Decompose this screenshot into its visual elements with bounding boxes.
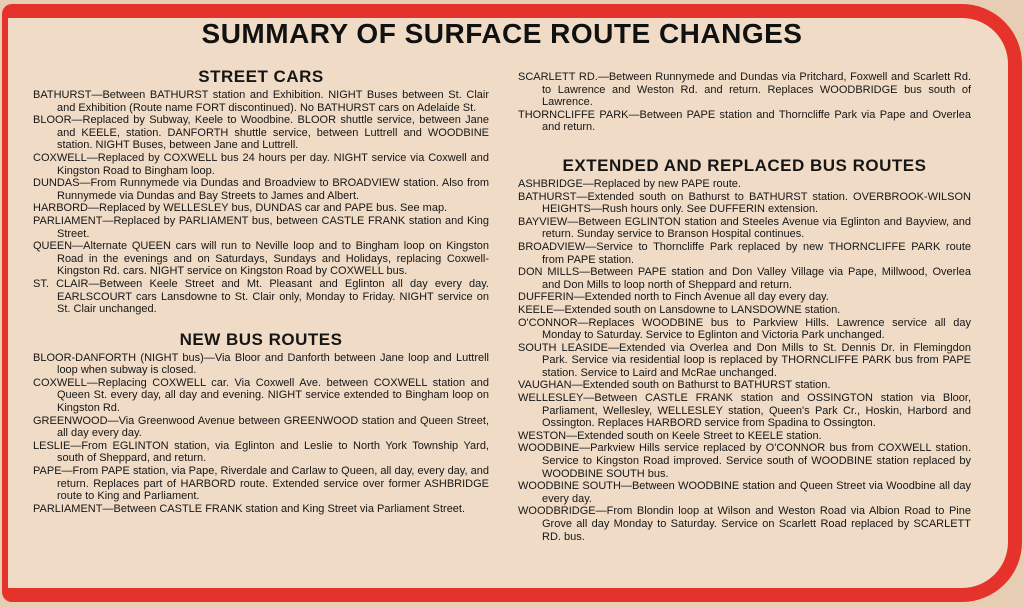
route-text: Via Greenwood Avenue between GREENWOOD station and Queen Street, all day every day. xyxy=(57,414,489,440)
list-item: ST. CLAIR—Between Keele Street and Mt. Pleasant and Eglinton all day every day. EARLSCOURT cars Lansdowne to St. Clair only, Monday to Friday. NIGHT service on St. Clair unchanged. xyxy=(33,277,489,316)
route-name: WOODBINE SOUTH xyxy=(518,480,621,493)
new-bus-routes-list-continued xyxy=(518,71,971,134)
route-name: WELLESLEY xyxy=(518,392,584,405)
extended-routes-heading: EXTENDED AND REPLACED BUS ROUTES xyxy=(562,155,927,175)
extended-routes-list xyxy=(518,178,971,543)
route-name: BLOOR-DANFORTH (NIGHT bus) xyxy=(33,351,204,364)
route-name: O'CONNOR xyxy=(518,316,578,329)
route-name: PAPE xyxy=(33,465,62,478)
list-item: HARBORD—Replaced by WELLESLEY bus, DUNDAS car and PAPE bus. See map. xyxy=(33,202,448,215)
route-name: THORNCLIFFE PARK xyxy=(518,108,629,121)
route-text: Replaced by PARLIAMENT bus, between CASTLE FRANK station and King Street. xyxy=(57,214,489,240)
route-text: Extended via Overlea and Don Mills to St. Dennis Dr. in Flemingdon Park. Service via residential loop is replaced by THORNCLIFFE PARK bus from PAPE station. Service to Laird and McRae unchanged. xyxy=(542,341,971,379)
route-name: QUEEN xyxy=(33,240,73,253)
route-name: WOODBRIDGE xyxy=(518,505,596,518)
route-name: PARLIAMENT xyxy=(33,214,103,227)
route-text: Between Keele Street and Mt. Pleasant and Eglinton all day every day. EARLSCOURT cars Lansdowne to St. Clair only, Monday to Friday. NIGHT service on St. Clair unchanged. xyxy=(57,277,489,316)
list-item: PARLIAMENT—Between CASTLE FRANK station and King Street via Parliament Street. xyxy=(33,502,466,515)
route-name: BAYVIEW xyxy=(518,215,568,228)
route-text: From PAPE station, via Pape, Riverdale and Carlaw to Queen, all day, every day, and return. Replaces part of HARBORD route. Extended service over former ASHBRIDGE route to King and Parliament. xyxy=(57,465,489,503)
list-item: BLOOR—Replaced by Subway, Keele to Woodbine. BLOOR shuttle service, between Jane and KEELE, station. DANFORTH shuttle service, between Luttrell and WOODBINE station. NIGHT Buses, between Jane and Luttrell. xyxy=(33,114,489,152)
route-name: PARLIAMENT xyxy=(33,502,103,515)
list-item: PARLIAMENT—Replaced by PARLIAMENT bus, between CASTLE FRANK station and King Street. xyxy=(33,214,489,240)
list-item: KEELE—Extended south on Lansdowne to LANSDOWNE station. xyxy=(518,303,841,316)
route-name: SOUTH LEASIDE xyxy=(518,341,609,354)
route-text: Extended south on Keele Street to KEELE station. xyxy=(577,429,822,442)
route-name: ASHBRIDGE xyxy=(518,177,583,190)
route-name: KEELE xyxy=(518,303,554,316)
new-bus-routes-list xyxy=(33,352,489,516)
route-name: ST. CLAIR xyxy=(33,277,89,290)
list-item: WOODBRIDGE—From Blondin loop at Wilson and Weston Road via Albion Road to Pine Grove all day Monday to Saturday. Service on Scarlett Road replaced by SCARLETT RD. bus. xyxy=(518,505,971,543)
list-item: PAPE—From PAPE station, via Pape, Riverdale and Carlaw to Queen, all day, every day, and return. Replaces part of HARBORD route. Extended service over former ASHBRIDGE route to King and Parliament. xyxy=(33,465,489,503)
route-name: BATHURST xyxy=(33,89,92,101)
route-text: Replaced by Subway, Keele to Woodbine. BLOOR shuttle service, between Jane and KEELE, station. DANFORTH shuttle service, between Luttrell and WOODBINE station. NIGHT Buses, between Jane and Luttrell. xyxy=(57,114,489,152)
list-item: DUFFERIN—Extended north to Finch Avenue all day every day. xyxy=(518,291,829,304)
route-name: DON MILLS xyxy=(518,266,580,279)
list-item: LESLIE—From EGLINTON station, via Eglinton and Leslie to North York Township Yard, south of Sheppard, and return. xyxy=(33,439,489,465)
list-item: WESTON—Extended south on Keele Street to KEELE station. xyxy=(518,429,822,442)
route-text: From Runnymede via Dundas and Broadview to BROADVIEW station. Also from Runnymede via Dundas and Bay Streets to James and Albert. xyxy=(57,177,489,202)
list-item: BATHURST—Extended south on Bathurst to BATHURST station. OVERBROOK-WILSON HEIGHTS—Rush hours only. See DUFFERIN extension. xyxy=(518,190,971,216)
list-item: VAUGHAN—Extended south on Bathurst to BATHURST station. xyxy=(518,379,831,392)
list-item: WOODBINE—Parkview Hills service replaced by O'CONNOR bus from COXWELL station. Service to Kingston Road improved. Service south of WOODBINE station replaced by WOODBINE SOUTH bus. xyxy=(518,442,971,480)
left-column xyxy=(33,67,489,515)
list-item: WELLESLEY—Between CASTLE FRANK station and OSSINGTON station via Bloor, Parliament, Wellesley, WELLESLEY station, Queen's Park Cr., Hoskin, Harbord and Ossington. Replaces HARBORD service from Spadina to Ossington. xyxy=(518,392,971,430)
list-item: COXWELL—Replacing COXWELL car. Via Coxwell Ave. between COXWELL station and Queen St. every day, all day and evening. NIGHT service extended to Bingham loop on Kingston Rd. xyxy=(33,376,489,415)
route-name: BLOOR xyxy=(33,114,72,127)
list-item: DON MILLS—Between PAPE station and Don Valley Village via Pape, Millwood, Overlea and Don Mills to loop north of Sheppard and return. xyxy=(518,266,972,291)
list-item: O'CONNOR—Replaces WOODBINE bus to Parkview Hills. Lawrence service all day Monday to Saturday. Service to Eglinton and Victoria Park unchanged. xyxy=(518,316,971,342)
route-text: Alternate QUEEN cars will run to Neville loop and to Bingham loop on Kingston Road in the evenings and on Saturdays, Sundays and Holidays, replacing Coxwell-Kingston Rd. cars. NIGHT service on Kingston Road by COXWELL bus. xyxy=(57,240,489,278)
street-cars-heading: STREET CARS xyxy=(198,67,324,86)
route-name: GREENWOOD xyxy=(33,414,108,427)
list-item: WOODBINE SOUTH—Between WOODBINE station and Queen Street via Woodbine all day every day. xyxy=(518,480,971,505)
route-name: DUFFERIN xyxy=(518,291,574,304)
route-name: SCARLETT RD. xyxy=(518,71,598,83)
new-bus-routes-heading: NEW BUS ROUTES xyxy=(179,329,343,349)
route-text: From Blondin loop at Wilson and Weston Road via Albion Road to Pine Grove all day Monday to Saturday. Service on Scarlett Road replaced by SCARLETT RD. bus. xyxy=(542,505,971,543)
section-gap xyxy=(518,134,971,156)
route-text: From EGLINTON station, via Eglinton and Leslie to North York Township Yard, south of Sheppard, and return. xyxy=(57,439,489,465)
street-cars-list xyxy=(33,89,489,316)
route-text: Between PAPE station and Thorncliffe Park via Pape and Overlea and return. xyxy=(542,108,971,134)
route-text: Extended south on Bathurst to BATHURST station. OVERBROOK-WILSON HEIGHTS—Rush hours only. See DUFFERIN extension. xyxy=(542,190,971,216)
route-name: WESTON xyxy=(518,429,567,442)
route-text: Service to Thorncliffe Park replaced by new THORNCLIFFE PARK route from PAPE station. xyxy=(542,240,971,266)
right-column xyxy=(518,71,971,543)
list-item: COXWELL—Replaced by COXWELL bus 24 hours per day. NIGHT service via Coxwell and Kingston Road to Bingham loop. xyxy=(33,151,489,177)
route-text: Replaced by COXWELL bus 24 hours per day. NIGHT service via Coxwell and Kingston Road to Bingham loop. xyxy=(57,151,489,177)
list-item: BLOOR-DANFORTH (NIGHT bus)—Via Bloor and Danforth between Jane loop and Luttrell loop when subway is closed. xyxy=(33,351,489,377)
list-item: ASHBRIDGE—Replaced by new PAPE route. xyxy=(518,177,741,190)
route-text: Extended south on Bathurst to BATHURST station. xyxy=(582,379,831,392)
list-item: BAYVIEW—Between EGLINTON station and Steeles Avenue via Eglinton and Bayview, and return. Sunday service to Branson Hospital continues. xyxy=(518,215,971,241)
list-item: SCARLETT RD.—Between Runnymede and Dundas via Pritchard, Foxwell and Scarlett Rd. to Lawrence and Weston Rd. and return. Replaces WOODBRIDGE bus south of Lawrence. xyxy=(518,71,971,109)
list-item: DUNDAS—From Runnymede via Dundas and Broadview to BROADVIEW station. Also from Runnymede via Dundas and Bay Streets to James and Albert. xyxy=(33,177,489,202)
route-text: Extended north to Finch Avenue all day every day. xyxy=(584,291,829,304)
route-name: WOODBINE xyxy=(518,442,580,455)
route-name: BROADVIEW xyxy=(518,240,586,253)
list-item: SOUTH LEASIDE—Extended via Overlea and Don Mills to St. Dennis Dr. in Flemingdon Park. Service via residential loop is replaced by THORNCLIFFE PARK bus from PAPE station. Service to Laird and McRae unchanged. xyxy=(518,341,971,379)
route-text: Replaced by WELLESLEY bus, DUNDAS car and PAPE bus. See map. xyxy=(99,202,448,215)
route-text: Via Bloor and Danforth between Jane loop and Luttrell loop when subway is closed. xyxy=(57,351,489,377)
route-name: DUNDAS xyxy=(33,177,80,190)
route-name: BATHURST xyxy=(518,190,577,203)
route-text: Extended south on Lansdowne to LANSDOWNE station. xyxy=(564,303,841,316)
list-item: GREENWOOD—Via Greenwood Avenue between GREENWOOD station and Queen Street, all day every day. xyxy=(33,414,489,440)
route-text: Replacing COXWELL car. Via Coxwell Ave. between COXWELL station and Queen St. every day, all day and evening. NIGHT service extended to Bingham loop on Kingston Rd. xyxy=(57,376,489,415)
list-item: BATHURST—Between BATHURST station and Exhibition. NIGHT Buses between St. Clair and Exhibition (Route name FORT discontinued). No BATHURST cars on Adelaide St. xyxy=(33,89,489,114)
route-text: Parkview Hills service replaced by O'CONNOR bus from COXWELL station. Service to Kingston Road improved. Service south of WOODBINE station replaced by WOODBINE SOUTH bus. xyxy=(542,442,971,480)
route-text: Replaced by new PAPE route. xyxy=(593,177,741,190)
route-text: Between BATHURST station and Exhibition. NIGHT Buses between St. Clair and Exhibition (Route name FORT discontinued). No BATHURST cars on Adelaide St. xyxy=(57,89,489,114)
route-text: Between CASTLE FRANK station and King Street via Parliament Street. xyxy=(113,502,466,515)
route-name: HARBORD xyxy=(33,202,89,215)
route-name: VAUGHAN xyxy=(518,379,572,392)
route-text: Between Runnymede and Dundas via Pritchard, Foxwell and Scarlett Rd. to Lawrence and Weston Rd. and return. Replaces WOODBRIDGE bus south of Lawrence. xyxy=(542,71,971,109)
list-item: THORNCLIFFE PARK—Between PAPE station and Thorncliffe Park via Pape and Overlea and return. xyxy=(518,108,971,134)
route-text: Between WOODBINE station and Queen Street via Woodbine all day every day. xyxy=(542,480,971,505)
page-title: SUMMARY OF SURFACE ROUTE CHANGES xyxy=(201,18,803,49)
route-text: Between PAPE station and Don Valley Village via Pape, Millwood, Overlea and Don Mills to loop north of Sheppard and return. xyxy=(542,266,972,291)
route-text: Between EGLINTON station and Steeles Avenue via Eglinton and Bayview, and return. Sunday service to Branson Hospital continues. xyxy=(542,215,971,241)
list-item: QUEEN—Alternate QUEEN cars will run to Neville loop and to Bingham loop on Kingston Road in the evenings and on Saturdays, Sundays and Holidays, replacing Coxwell-Kingston Rd. cars. NIGHT service on Kingston Road by COXWELL bus. xyxy=(33,240,489,278)
route-text: Replaces WOODBINE bus to Parkview Hills. Lawrence service all day Monday to Saturday. Service to Eglinton and Victoria Park unchanged. xyxy=(542,316,971,342)
route-name: COXWELL xyxy=(33,376,87,389)
route-text: Between CASTLE FRANK station and OSSINGTON station via Bloor, Parliament, Wellesley, WELLESLEY station, Queen's Park Cr., Hoskin, Harbord and Ossington. Replaces HARBORD service from Spadina to Ossington. xyxy=(542,392,971,430)
route-name: COXWELL xyxy=(33,151,87,164)
route-name: LESLIE xyxy=(33,439,71,452)
section-gap xyxy=(33,316,489,330)
list-item: BROADVIEW—Service to Thorncliffe Park replaced by new THORNCLIFFE PARK route from PAPE station. xyxy=(518,240,971,266)
